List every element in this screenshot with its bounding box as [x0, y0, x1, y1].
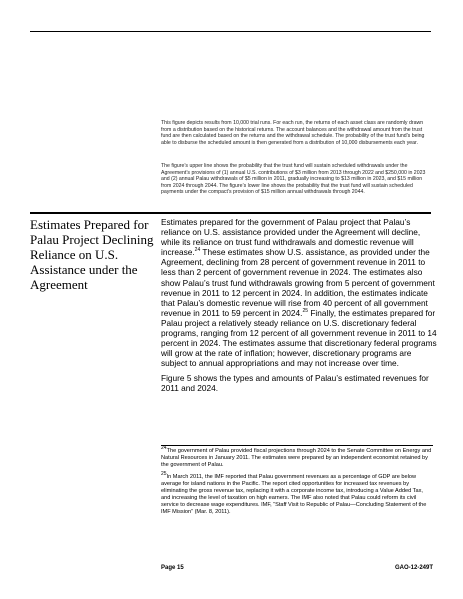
footnote-text: In March 2011, the IMF reported that Palau government revenues as a percentage of GDP are below average for island nations in the Pacific. The report cited opportunities for increased tax revenues by eliminating the gross revenue tax, replacing it with a corporate income tax, introducing a Value Added Tax, and increasing the level of taxation on high earners. The IMF also noted that Palau could reform its civil service to decrease wage expenditures. IMF, “Staff Visit to Republic of Palau—Concluding Statement of the IMF Mission” (Mar. 8, 2011). — [161, 474, 427, 516]
body-text-span: Estimates prepared for the government of Palau project that Palau’s reliance on U.S. assistance provided under the Agreement will decline, while its reliance on trust fund withdrawals and domestic revenue will increase. — [161, 217, 421, 258]
footnote-text: The government of Palau provided fiscal projections through 2024 to the Senate Committee on Energy and Natural Resources in January 2011. The estimates were prepared by an independent economist retained by the government of Palau. — [161, 448, 432, 469]
body-paragraph: Figure 5 shows the types and amounts of Palau’s estimated revenues for 2011 and 2024. — [161, 373, 429, 394]
body-paragraph — [161, 217, 437, 368]
figure-note-paragraph: The figure’s upper line shows the probability that the trust fund will sustain scheduled withdrawals under the Agreement’s provisions of (1) annual U.S. contributions of $3 million from 2013 through 2022 and $250,000 in 2023 and (2) annual Palau withdrawals of $5 million in 2011, gradually increasing to $13 million in 2023, and $15 million from 2024 through 2044. The figure’s lower line shows the probability that the trust fund will sustain scheduled payments under the compact’s provision of $15 million annual withdrawals through 2044. — [161, 163, 426, 196]
section-heading: Estimates Prepared for Palau Project Declining Reliance on U.S. Assistance under the Agreement — [30, 217, 154, 292]
footnote-number: 24 — [161, 445, 167, 452]
figure-note-paragraph: This figure depicts results from 10,000 trial runs. For each run, the returns of each asset class are randomly drawn from a distribution based on the historical returns. The account balances and the withdrawal amount from the trust fund are then calculated based on the returns and the withdrawal schedule. The probability of the trust fund’s being able to disburse the scheduled amount is then generated from a distribution of 10,000 disbursements each year. — [161, 120, 425, 146]
footnote — [161, 445, 433, 469]
report-id: GAO-12-249T — [394, 565, 433, 571]
footnote-ref[interactable]: 24 — [194, 247, 201, 254]
footnote-number: 25 — [161, 471, 167, 478]
body-text-span: These estimates show U.S. assistance, as provided under the Agreement, declining from 28 percent of government revenue in 2011 to less than 2 percent of government revenue in 2024. The estimates also show Palau’s trust fund withdrawals growing from 5 percent of government revenue in 2011 to 12 percent in 2024. In addition, the estimates indicate that Palau’s domestic revenue will rise from 40 percent of all government revenue in 2011 to 59 percent in 2024. — [161, 247, 435, 318]
footnote-rule — [161, 445, 433, 446]
footnote-ref[interactable]: 25 — [302, 308, 309, 315]
section-rule — [30, 212, 431, 214]
top-rule — [30, 31, 431, 32]
page-number: Page 15 — [161, 565, 184, 571]
body-text-span: Finally, the estimates prepared for Palau project a relatively steady reliance on U.S. discretionary federal programs, ranging from 12 percent of all government revenue in 2011 to 14 percent in 2024. The estimates assume that discretionary federal programs will grow at the rate of inflation; however, discretionary programs are subject to annual appropriations and may not increase over time. — [161, 307, 437, 369]
footnote — [161, 471, 433, 517]
